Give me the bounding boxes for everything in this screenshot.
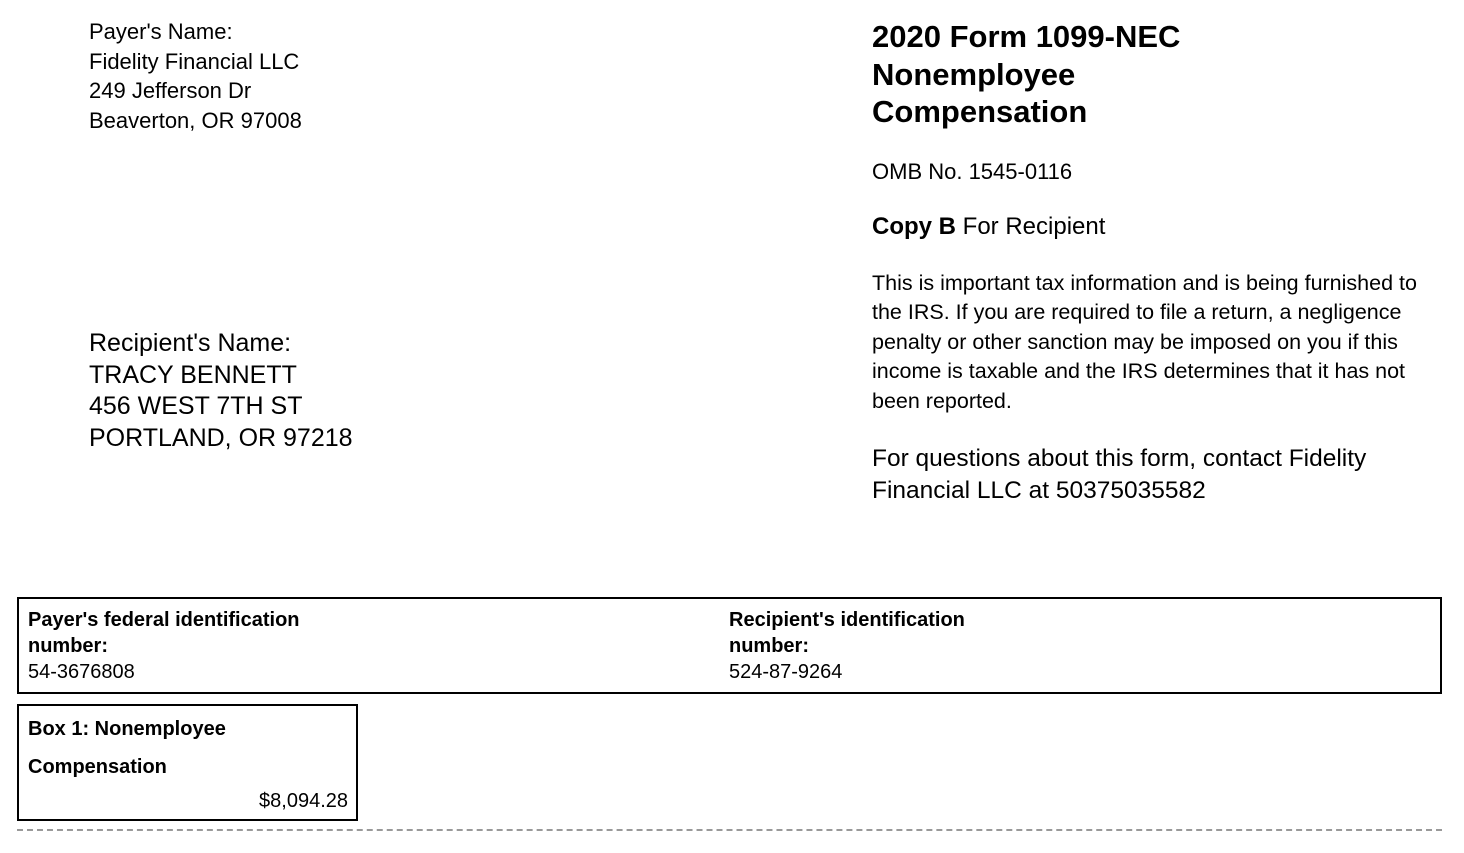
copy-label: Copy B bbox=[872, 212, 956, 240]
payer-tin-cell bbox=[28, 607, 328, 685]
omb-number: OMB No. 1545-0116 bbox=[872, 158, 1073, 184]
tax-notice: This is important tax information and is being furnished to the IRS. If you are required to file a return, a negligence penalty or other sanction may be imposed on you if this income is taxable and the IRS determines that it has not been reported. bbox=[872, 270, 1417, 413]
payer-name: Fidelity Financial LLC bbox=[89, 48, 300, 74]
box1-label: Box 1: Nonemployee Compensation bbox=[28, 718, 226, 778]
copy-for: For Recipient bbox=[962, 212, 1106, 240]
copy-designation bbox=[872, 212, 1432, 242]
cut-line-divider bbox=[17, 829, 1442, 831]
payer-address-block bbox=[89, 17, 609, 135]
recipient-street: 456 WEST 7TH ST bbox=[89, 392, 303, 420]
recipient-address-block bbox=[89, 328, 609, 454]
recipient-tin-value: 524-87-9264 bbox=[729, 661, 843, 683]
identification-box bbox=[17, 597, 1442, 694]
payer-tin-value: 54-3676808 bbox=[28, 661, 135, 683]
box1-nonemployee-compensation bbox=[17, 704, 358, 821]
recipient-city-state-zip: PORTLAND, OR 97218 bbox=[89, 423, 353, 452]
payer-name-heading: Payer's Name: bbox=[89, 19, 233, 44]
recipient-tin-cell bbox=[729, 607, 1029, 685]
recipient-name: TRACY BENNETT bbox=[89, 360, 297, 389]
contact-info: For questions about this form, contact Fidelity Financial LLC at 50375035582 bbox=[872, 445, 1367, 504]
payer-street: 249 Jefferson Dr bbox=[89, 78, 252, 103]
box1-value: $8,094.28 bbox=[259, 790, 348, 812]
payer-city-state-zip: Beaverton, OR 97008 bbox=[89, 107, 302, 133]
form-title: 2020 Form 1099-NEC Nonemployee Compensation bbox=[872, 19, 1181, 129]
form-info-column bbox=[872, 18, 1432, 507]
recipient-tin-label: Recipient's identification number: bbox=[729, 609, 965, 657]
recipient-name-heading: Recipient's Name: bbox=[89, 329, 292, 357]
payer-tin-label: Payer's federal identification number: bbox=[28, 609, 300, 657]
